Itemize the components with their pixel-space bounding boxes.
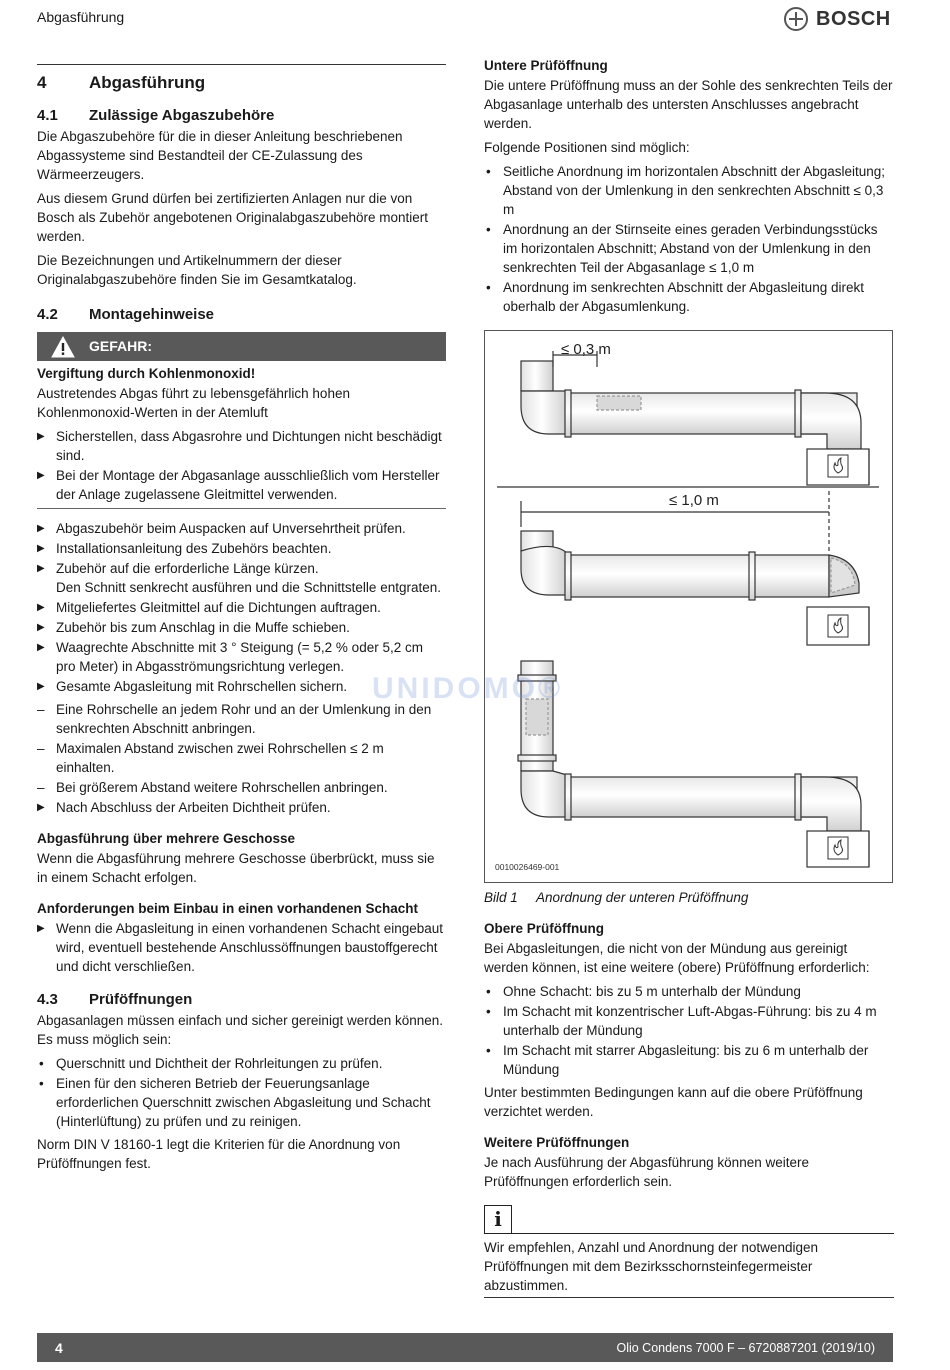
chapter-number: 4 (37, 73, 47, 92)
list-item: • Anordnung an der Stirnseite eines geraden Verbindungsstücks im horizontalen Abschnitt; Abstand von der Umlenkung in den senkrechten Teil der Abgasanlage ≤ 1,0 m (484, 220, 894, 277)
section-number: 4.1 (37, 107, 58, 124)
list-item: ▶ Zubehör bis zum Anschlag in die Muffe schieben. (37, 618, 446, 637)
info-icon: i (484, 1205, 512, 1234)
danger-label: GEFAHR: (89, 338, 152, 354)
list-item: • Einen für den sicheren Betrieb der Feuerungsanlage erforderlichen Querschnitt zwischen Abgasleitung und Schacht (Hinterlüftung) zu prüfen und zu reinigen. (37, 1074, 446, 1131)
boiler-flame-icon (828, 615, 848, 637)
section-title: Montagehinweise (89, 306, 215, 323)
page-number: 4 (55, 1339, 63, 1356)
section-number: 4.2 (37, 306, 58, 323)
paragraph: Die Abgaszubehöre für die in dieser Anleitung beschriebenen Abgassysteme sind Bestandteil der CE-Zulassung des Wärmeerzeugers. (37, 129, 403, 182)
scene-side-opening (521, 351, 869, 485)
scene-vertical-opening (518, 661, 869, 867)
paragraph: Die untere Prüföffnung muss an der Sohle des senkrechten Teils der Abgasanlage unterhalb des untersten Anschlusses angebracht werden. (484, 78, 893, 131)
watermark: UNIDOMO® (372, 672, 564, 705)
paragraph: Die Bezeichnungen und Artikelnummern der dieser Originalabgaszubehöre finden Sie im Gesamtkatalog. (37, 253, 357, 287)
danger-title: Vergiftung durch Kohlenmonoxid! (37, 366, 256, 381)
section-title: Zulässige Abgaszubehöre (89, 107, 275, 124)
upper-positions-list (484, 982, 894, 1079)
list-item: • Im Schacht mit starrer Abgasleitung: bis zu 6 m unterhalb der Mündung (484, 1041, 894, 1079)
danger-list (37, 427, 446, 504)
list-item: ▶ Abgaszubehör beim Auspacken auf Unversehrtheit prüfen. (37, 519, 446, 538)
chapter-title: Abgasführung (89, 73, 206, 92)
step-result: Den Schnitt senkrecht ausführen und die Schnittstelle entgraten. (56, 580, 441, 595)
paragraph: Folgende Positionen sind möglich: (484, 140, 690, 155)
lower-positions-list (484, 162, 894, 316)
section-title: Prüföffnungen (89, 991, 193, 1008)
paragraph: Bei Abgasleitungen, die nicht von der Mündung aus gereinigt werden können, ist eine weitere (obere) Prüföffnung erforderlich: (484, 941, 870, 975)
dimension-label-03: ≤ 0,3 m (561, 341, 611, 358)
dimension-label-10: ≤ 1,0 m (669, 492, 719, 509)
sub-steps (37, 700, 446, 797)
list-item: • Anordnung im senkrechten Abschnitt der Abgasleitung direkt oberhalb der Abgasumlenkung. (484, 278, 894, 316)
section-4-2-heading (37, 305, 446, 324)
list-item: ▶ Waagrechte Abschnitte mit 3 ° Steigung (= 5,2 % oder 5,2 cm pro Meter) in Abgasströmungsrichtung verlegen. (37, 638, 446, 676)
list-item: • Querschnitt und Dichtheit der Rohrleitungen zu prüfen. (37, 1054, 446, 1073)
upper-opening-heading: Obere Prüföffnung (484, 921, 604, 936)
list-item: • Ohne Schacht: bis zu 5 m unterhalb der Mündung (484, 982, 894, 1001)
chapter-rule (37, 64, 446, 65)
danger-banner (37, 332, 446, 361)
multi-floor-heading: Abgasführung über mehrere Geschosse (37, 831, 296, 846)
shaft-heading: Anforderungen beim Einbau in einen vorhandenen Schacht (37, 901, 419, 916)
caption-text: Anordnung der unteren Prüföffnung (536, 890, 749, 905)
list-item: ▶ Installationsanleitung des Zubehörs beachten. (37, 539, 446, 558)
bosch-logo (784, 7, 891, 31)
paragraph: Je nach Ausführung der Abgasführung können weitere Prüföffnungen erforderlich sein. (484, 1155, 809, 1189)
scene-end-opening (521, 491, 869, 645)
section-number: 4.3 (37, 991, 58, 1008)
document-reference: Olio Condens 7000 F – 6720887201 (2019/10) (616, 1340, 875, 1355)
info-note (484, 1205, 894, 1234)
list-item (37, 559, 446, 597)
danger-text: Austretendes Abgas führt zu lebensgefährlich hohen Kohlenmonoxid-Werten in der Atemluft (37, 386, 350, 420)
further-openings-heading: Weitere Prüföffnungen (484, 1135, 630, 1150)
chapter-heading (37, 73, 446, 92)
warning-triangle-icon (37, 336, 89, 358)
list-item: – Bei größerem Abstand weitere Rohrschellen anbringen. (37, 778, 446, 797)
list-item: ▶ Mitgeliefertes Gleitmittel auf die Dichtungen auftragen. (37, 598, 446, 617)
boiler-flame-icon (828, 455, 848, 477)
caption-number: Bild 1 (484, 890, 518, 905)
boiler-flame-icon (828, 837, 848, 859)
figure-caption (484, 888, 894, 907)
section-4-3-heading (37, 990, 446, 1009)
step-text: Zubehör auf die erforderliche Länge kürzen. (56, 561, 319, 576)
running-header: Abgasführung (37, 9, 125, 25)
info-text: Wir empfehlen, Anzahl und Anordnung der notwendigen Prüföffnungen mit dem Bezirksschornsteinfegermeister abzustimmen. (484, 1238, 894, 1298)
list-item: ▶ Gesamte Abgasleitung mit Rohrschellen sichern. (37, 677, 446, 696)
list-item: • Seitliche Anordnung im horizontalen Abschnitt der Abgasleitung; Abstand von der Umlenkung in den senkrechten Abschnitt ≤ 0,3 m (484, 162, 894, 219)
info-rule (512, 1233, 894, 1234)
brand-name: BOSCH (816, 7, 891, 30)
danger-end-rule (37, 508, 446, 509)
left-column (37, 64, 446, 1178)
list-item: – Eine Rohrschelle an jedem Rohr und an der Umlenkung in den senkrechten Abschnitt anbringen. (37, 700, 446, 738)
shaft-list (37, 919, 446, 976)
section-4-1-heading (37, 106, 446, 125)
paragraph: Norm DIN V 18160-1 legt die Kriterien für die Anordnung von Prüföffnungen fest. (37, 1137, 401, 1171)
assembly-steps (37, 519, 446, 696)
bosch-armature-icon (784, 7, 808, 31)
list-item: ▶ Wenn die Abgasleitung in einen vorhandenen Schacht eingebaut wird, eventuell bestehende Anschlussöffnungen baustoffgerecht und dicht verschließen. (37, 919, 446, 976)
paragraph: Wenn die Abgasführung mehrere Geschosse überbrückt, muss sie in einem Schacht erfolgen. (37, 851, 435, 885)
lower-opening-heading: Untere Prüföffnung (484, 58, 608, 73)
list-item: ▶ Nach Abschluss der Arbeiten Dichtheit prüfen. (37, 798, 446, 817)
list-item: ▶ Sicherstellen, dass Abgasrohre und Dichtungen nicht beschädigt sind. (37, 427, 446, 465)
figure-1 (484, 330, 893, 883)
inspection-list (37, 1054, 446, 1131)
list-item: ▶ Bei der Montage der Abgasanlage ausschließlich vom Hersteller der Anlage zugelassene Gleitmittel verwenden. (37, 466, 446, 504)
flue-pipe-diagram (485, 331, 892, 882)
list-item: – Maximalen Abstand zwischen zwei Rohrschellen ≤ 2 m einhalten. (37, 739, 446, 777)
final-step (37, 798, 446, 817)
paragraph: Aus diesem Grund dürfen bei zertifizierten Anlagen nur die von Bosch als Zubehör angebotenen Originalabgaszubehöre montiert werden. (37, 191, 429, 244)
paragraph: Unter bestimmten Bedingungen kann auf die obere Prüföffnung verzichtet werden. (484, 1085, 863, 1119)
paragraph: Abgasanlagen müssen einfach und sicher gereinigt werden können. Es muss möglich sein: (37, 1013, 444, 1047)
list-item: • Im Schacht mit konzentrischer Luft-Abgas-Führung: bis zu 4 m unterhalb der Mündung (484, 1002, 894, 1040)
figure-code: 0010026469-001 (495, 862, 560, 872)
page-footer (37, 1333, 893, 1362)
